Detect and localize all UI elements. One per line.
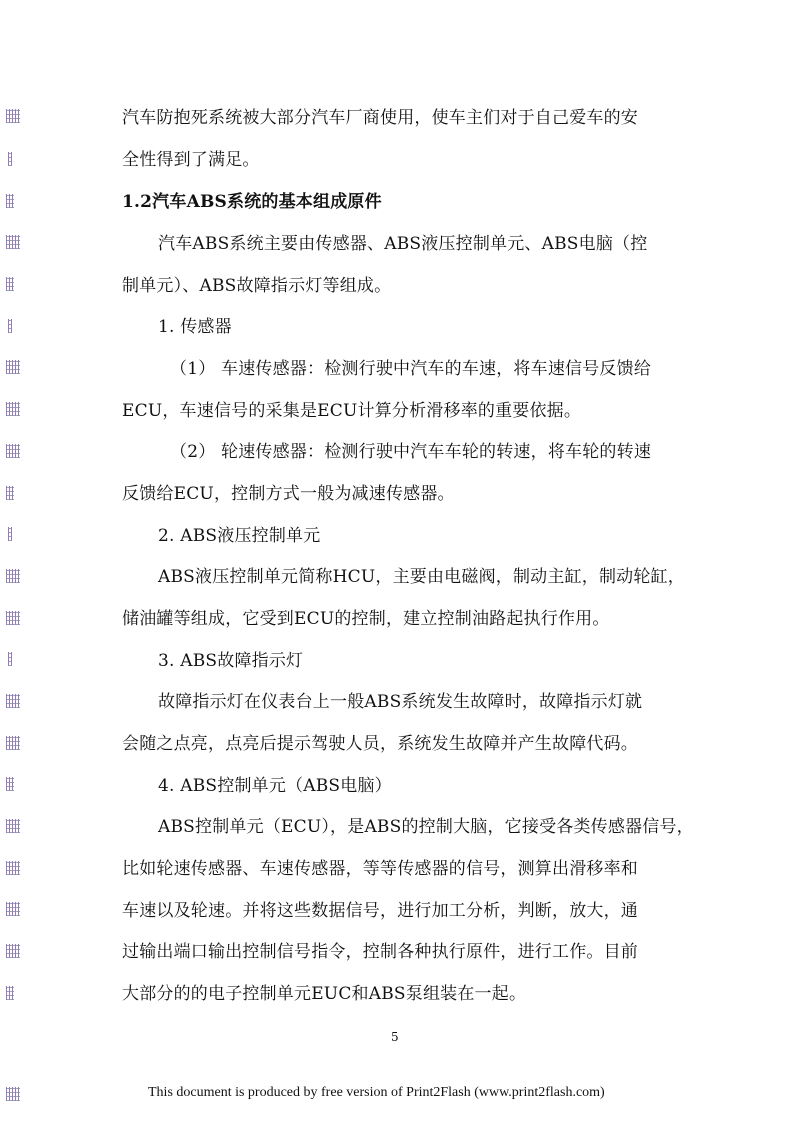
body-text-line: 全性得到了满足。 <box>122 150 260 170</box>
margin-artifact <box>6 986 14 1000</box>
margin-artifact <box>6 277 14 291</box>
body-text-line: ECU，车速信号的采集是ECU计算分析滑移率的重要依据。 <box>122 401 582 421</box>
subsection-heading: 1. 传感器 <box>158 317 232 337</box>
margin-artifact <box>6 402 20 416</box>
margin-artifact <box>6 235 20 249</box>
body-text-line: （2） 轮速传感器：检测行驶中汽车车轮的转速，将车轮的转速 <box>170 442 652 462</box>
section-heading: 1.2汽车ABS系统的基本组成原件 <box>122 192 382 212</box>
margin-artifact <box>6 360 20 374</box>
margin-artifact <box>8 319 12 333</box>
margin-artifact <box>6 486 14 500</box>
body-text-line: 反馈给ECU，控制方式一般为减速传感器。 <box>122 484 455 504</box>
margin-artifact <box>8 527 12 541</box>
margin-artifact <box>6 444 20 458</box>
body-text-line: 汽车ABS系统主要由传感器、ABS液压控制单元、ABS电脑（控 <box>158 234 648 254</box>
body-text-line: 比如轮速传感器、车速传感器，等等传感器的信号，测算出滑移率和 <box>122 859 638 879</box>
margin-artifact <box>6 902 20 916</box>
subsection-heading: 3. ABS故障指示灯 <box>158 651 304 671</box>
margin-artifact <box>6 611 20 625</box>
margin-artifact <box>6 569 20 583</box>
body-text-line: 车速以及轮速。并将这些数据信号，进行加工分析，判断，放大，通 <box>122 901 638 921</box>
body-text-line: 故障指示灯在仪表台上一般ABS系统发生故障时，故障指示灯就 <box>158 692 643 712</box>
margin-artifact <box>8 152 12 166</box>
body-text-line: 制单元）、ABS故障指示灯等组成。 <box>122 276 392 296</box>
body-text-line: 大部分的的电子控制单元EUC和ABS泵组装在一起。 <box>122 984 527 1004</box>
body-text-line: 会随之点亮，点亮后提示驾驶人员，系统发生故障并产生故障代码。 <box>122 734 638 754</box>
margin-artifact <box>6 109 20 123</box>
margin-artifact <box>6 777 14 791</box>
body-text-line: （1） 车速传感器：检测行驶中汽车的车速，将车速信号反馈给 <box>170 359 652 379</box>
subsection-heading: 2. ABS液压控制单元 <box>158 526 321 546</box>
margin-artifact <box>6 861 20 875</box>
margin-artifact <box>6 1087 20 1101</box>
body-text-line: 储油罐等组成，它受到ECU的控制，建立控制油路起执行作用。 <box>122 609 610 629</box>
body-text-line: 过输出端口输出控制信号指令，控制各种执行原件，进行工作。目前 <box>122 942 638 962</box>
margin-artifact <box>6 736 20 750</box>
page-number: 5 <box>391 1030 399 1044</box>
body-text-line: ABS控制单元（ECU），是ABS的控制大脑，它接受各类传感器信号， <box>158 817 694 837</box>
margin-artifact <box>8 652 12 666</box>
margin-artifact <box>6 944 20 958</box>
footer-notice: This document is produced by free version of Print2Flash (www.print2flash.com) <box>148 1085 605 1100</box>
margin-artifact <box>6 694 20 708</box>
body-text-line: ABS液压控制单元简称HCU，主要由电磁阀，制动主缸，制动轮缸， <box>158 567 685 587</box>
margin-artifact <box>6 819 20 833</box>
body-text-line: 汽车防抱死系统被大部分汽车厂商使用，使车主们对于自己爱车的安 <box>122 108 638 128</box>
subsection-heading: 4. ABS控制单元（ABS电脑） <box>158 776 392 796</box>
margin-artifact <box>6 194 14 208</box>
